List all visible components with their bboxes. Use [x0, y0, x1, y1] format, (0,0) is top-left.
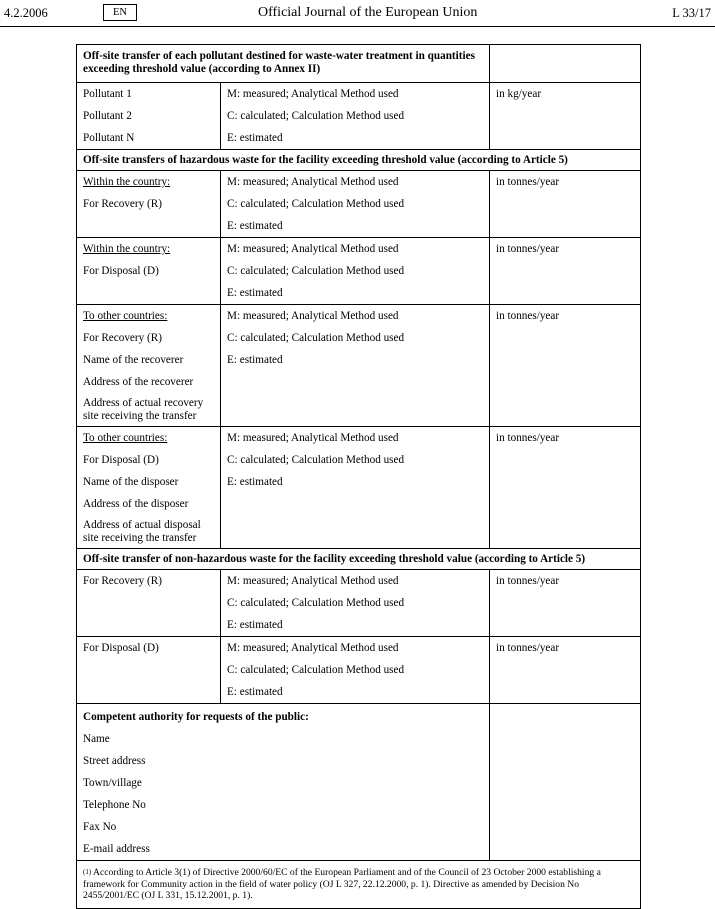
method-calculated: C: calculated; Calculation Method used — [227, 198, 405, 210]
hazardous-heading-row — [77, 150, 641, 171]
unit-cell — [490, 238, 641, 305]
pollutant-item: Pollutant 2 — [83, 110, 132, 122]
recoverer-name: Name of the recoverer — [83, 354, 184, 366]
method-list — [221, 171, 490, 238]
transfer-description — [77, 427, 221, 549]
transfer-description — [77, 171, 221, 238]
method-measured: M: measured; Analytical Method used — [227, 176, 399, 188]
method-measured: M: measured; Analytical Method used — [227, 575, 399, 587]
transfer-item: For Recovery (R) — [83, 575, 162, 587]
page-header — [0, 0, 715, 27]
water-treatment-row — [77, 83, 641, 150]
water-treatment-heading-row — [77, 45, 641, 83]
transfer-description — [77, 305, 221, 427]
non-hazardous-row — [77, 637, 641, 704]
footnote-row — [77, 861, 641, 909]
unit-label: in tonnes/year — [496, 642, 560, 654]
hazardous-row — [77, 305, 641, 427]
footnote-marker: (1) — [83, 868, 92, 876]
unit-cell — [490, 427, 641, 549]
method-measured: M: measured; Analytical Method used — [227, 243, 399, 255]
authority-town-field: Town/village — [83, 777, 142, 789]
method-list — [221, 83, 490, 150]
authority-telephone-field: Telephone No — [83, 799, 146, 811]
method-estimated: E: estimated — [227, 287, 283, 299]
method-estimated: E: estimated — [227, 220, 283, 232]
reporting-form-table — [76, 44, 641, 909]
transfer-item: For Disposal (D) — [83, 265, 159, 277]
authority-email-field: E-mail address — [83, 843, 150, 855]
unit-label: in tonnes/year — [496, 575, 560, 587]
hazardous-row — [77, 238, 641, 305]
non-hazardous-heading-row — [77, 549, 641, 570]
journal-title: Official Journal of the European Union — [258, 5, 478, 20]
recovery-site-address: Address of actual recovery site receiving the transfer — [83, 397, 204, 422]
method-estimated: E: estimated — [227, 476, 283, 488]
transfer-description — [77, 570, 221, 637]
location-label: Within the country: — [83, 176, 171, 188]
method-estimated: E: estimated — [227, 132, 283, 144]
method-calculated: C: calculated; Calculation Method used — [227, 332, 405, 344]
transfer-item: For Disposal (D) — [83, 642, 159, 654]
authority-row — [77, 704, 641, 861]
unit-cell — [490, 171, 641, 238]
pollutant-list — [77, 83, 221, 150]
method-measured: M: measured; Analytical Method used — [227, 432, 399, 444]
non-hazardous-heading: Off-site transfer of non-hazardous waste for the facility exceeding threshold value (according to Article 5) — [77, 549, 641, 570]
water-treatment-heading: Off-site transfer of each pollutant destined for waste-water treatment in quantities exceeding threshold value (according to Annex II) — [77, 45, 490, 83]
footnote-text: According to Article 3(1) of Directive 2000/60/EC of the European Parliament and of the Council of 23 October 2000 establishing a framework for Community action in the field of water policy (OJ L 327, 22.12.2000, p. 1). Directive as amended by Decision No 2455/2001/EC (OJ L 331, 15.12.2001, p. 1). — [83, 867, 601, 901]
disposer-address: Address of the disposer — [83, 498, 189, 510]
transfer-description — [77, 238, 221, 305]
language-badge: EN — [103, 4, 137, 21]
transfer-item: For Disposal (D) — [83, 454, 159, 466]
pollutant-item: Pollutant 1 — [83, 88, 132, 100]
location-label: Within the country: — [83, 243, 171, 255]
method-measured: M: measured; Analytical Method used — [227, 642, 399, 654]
publication-date: 4.2.2006 — [4, 6, 48, 20]
hazardous-heading: Off-site transfers of hazardous waste for the facility exceeding threshold value (according to Article 5) — [77, 150, 641, 171]
method-measured: M: measured; Analytical Method used — [227, 310, 399, 322]
page-reference: L 33/17 — [672, 6, 711, 20]
authority-street-field: Street address — [83, 755, 146, 767]
method-estimated: E: estimated — [227, 619, 283, 631]
hazardous-row — [77, 171, 641, 238]
unit-label: in tonnes/year — [496, 176, 560, 188]
authority-name-field: Name — [83, 733, 110, 745]
transfer-item: For Recovery (R) — [83, 332, 162, 344]
disposer-name: Name of the disposer — [83, 476, 179, 488]
authority-heading: Competent authority for requests of the public: — [83, 711, 309, 723]
method-calculated: C: calculated; Calculation Method used — [227, 454, 405, 466]
method-measured: M: measured; Analytical Method used — [227, 88, 399, 100]
authority-cell — [77, 704, 490, 861]
non-hazardous-row — [77, 570, 641, 637]
method-estimated: E: estimated — [227, 354, 283, 366]
recoverer-address: Address of the recoverer — [83, 376, 194, 388]
unit-cell — [490, 637, 641, 704]
method-calculated: C: calculated; Calculation Method used — [227, 110, 405, 122]
method-calculated: C: calculated; Calculation Method used — [227, 265, 405, 277]
empty-cell — [490, 704, 641, 861]
unit-cell — [490, 305, 641, 427]
empty-cell — [490, 45, 641, 83]
unit-cell — [490, 570, 641, 637]
method-calculated: C: calculated; Calculation Method used — [227, 597, 405, 609]
method-list — [221, 427, 490, 549]
location-label: To other countries: — [83, 310, 168, 322]
unit-cell — [490, 83, 641, 150]
unit-label: in tonnes/year — [496, 310, 560, 322]
footnote — [77, 861, 641, 909]
unit-label: in tonnes/year — [496, 243, 560, 255]
unit-label: in kg/year — [496, 88, 542, 100]
transfer-item: For Recovery (R) — [83, 198, 162, 210]
transfer-description — [77, 637, 221, 704]
method-list — [221, 570, 490, 637]
hazardous-row — [77, 427, 641, 549]
method-list — [221, 238, 490, 305]
method-list — [221, 305, 490, 427]
method-estimated: E: estimated — [227, 686, 283, 698]
method-calculated: C: calculated; Calculation Method used — [227, 664, 405, 676]
location-label: To other countries: — [83, 432, 168, 444]
pollutant-item: Pollutant N — [83, 132, 135, 144]
disposal-site-address: Address of actual disposal site receiving the transfer — [83, 519, 201, 544]
unit-label: in tonnes/year — [496, 432, 560, 444]
method-list — [221, 637, 490, 704]
authority-fax-field: Fax No — [83, 821, 117, 833]
